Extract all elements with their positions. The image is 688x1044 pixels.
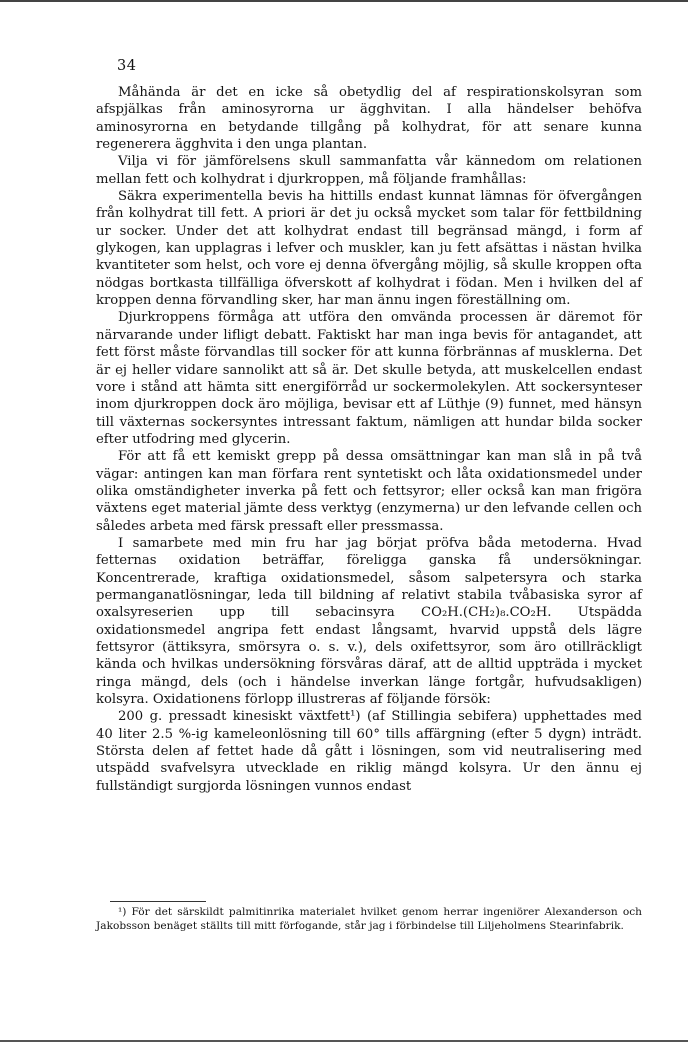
paragraph: Djurkroppens förmåga att utföra den omvända processen är däremot för närvarande under lifligt debatt. Faktiskt har man inga bevis för antagandet, att fett först måste förvandlas till socker för att kunna förbrännas af musklerna. Det är ej heller vidare sannolikt att så är. Det skulle betyda, att muskelcellen endast vore i stånd att hämta sitt energiförråd ur sockermolekylen. Att sockersynteser inom djurkroppen dock äro möjliga, bevisar ett af Lüthje (9) funnet, med hänsyn till växternas sockersyntes intressant faktum, nämligen att hundar bilda socker efter utfodring med glycerin. [96,310,642,447]
page-number: 34 [117,58,137,74]
top-edge-rule [0,0,688,2]
paragraph: I samarbete med min fru har jag börjat pröfva båda metoderna. Hvad fetternas oxidation beträffar, föreligga ganska få undersökningar. Koncentrerade, kraftiga oxidationsmedel, såsom salpetersyra och starka permanganatlösningar, leda till bildning af relativt stabila tvåbasiska syror af oxalsyreserien upp till sebacinsyra CO₂H.(CH₂)₈.CO₂H. Utspädda oxidationsmedel angripa fett endast långsamt, hvarvid uppstå dels lägre fettsyror (ättiksyra, smörsyra o. s. v.), dels oxifettsyror, som äro otillräckligt kända och hvilkas undersökning försvåras däraf, att de alltid uppträda i mycket ringa mängd, dels (och i händelse inverkan länge fortgår, hufvudsakligen) kolsyra. Oxidationens förlopp illustreras af följande försök: [96,535,642,708]
bottom-edge-rule [0,1040,688,1042]
paragraph: Måhända är det en icke så obetydlig del af respirationskolsyran som afspjälkas från aminosyrorna ur ägghvitan. I alla händelser behöfva aminosyrorna en betydande tillgång på kolhydrat, för att senare kunna regenerera ägghvita i den unga plantan. [96,85,642,153]
paragraph: Vilja vi för jämförelsens skull sammanfatta vår kännedom om relationen mellan fett och kolhydrat i djurkroppen, må följande framhållas: [96,154,642,187]
body-text [96,84,642,795]
footnote: ¹) För det särskildt palmitinrika materialet hvilket genom herrar ingeniörer Alexanderson och Jakobsson benäget ställts till mitt förfogande, står jag i förbindelse till Liljeholmens Stearinfabrik. [96,906,642,932]
paragraph: Säkra experimentella bevis ha hittills endast kunnat lämnas för öfvergången från kolhydrat till fett. A priori är det ju också mycket som talar för fettbildning ur socker. Under det att kolhydrat endast till begränsad mängd, i form af glykogen, kan upplagras i lefver och muskler, kan ju fett afsättas i nästan hvilka kvantiteter som helst, och vore ej denna öfvergång möjlig, så skulle kroppen ofta nödgas bortkasta tillfälliga öfverskott af kolhydrat i födan. Men i hvilken del af kroppen denna förvandling sker, har man ännu ingen föreställning om. [96,189,642,309]
paragraph: 200 g. pressadt kinesiskt växtfett¹) (af Stillingia sebifera) upphettades med 40 liter 2.5 %-ig kameleonlösning till 60° tills affärgning (efter 5 dygn) inträdt. Största delen af fettet hade då gått i lösningen, som vid neutralisering med utspädd svafvelsyra utvecklade en riklig mängd kolsyra. Ur den ännu ej fullständigt surgjorda lösningen vunnos endast [96,709,642,794]
paragraph: För att få ett kemiskt grepp på dessa omsättningar kan man slå in på två vägar: antingen kan man förfara rent syntetiskt och låta oxidationsmedel under olika omständigheter inverka på fett och fettsyror; eller också kan man frigöra växtens eget material jämte dess verktyg (enzymerna) ur den lefvande cellen och således arbeta med färsk pressaft eller pressmassa. [96,449,642,534]
footnote-separator [110,901,206,902]
